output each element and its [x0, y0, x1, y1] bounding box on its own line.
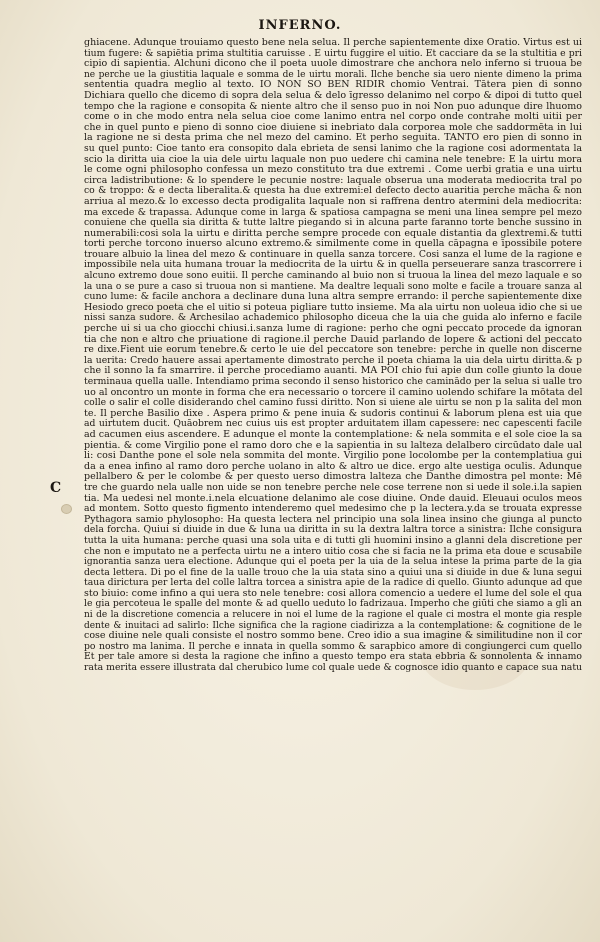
text-line: dente & inuitaci ad salirlo: Ilche significa che la ragione ciadirizza a la contemplatione: & cognitione de le [84, 620, 582, 631]
text-line: numerabili:cosi sola la uirtu e diritta perche sempre procede con equale distantia da glextremi.& tutti [84, 228, 582, 239]
text-line: come o in che modo entra nela selua cioe come lanimo entra nel corpo onde contrahe molti uitii per [84, 112, 582, 123]
text-line: tutta la uita humana: perche quasi una sola uita e di tutti gli huomini insino a glanni dela discretione per [84, 535, 582, 546]
text-line: dela forcha. Quiui si diuide in due & luna ua diritta in su la dextra laltra torce a sinistra: Ilche consigura [84, 525, 582, 536]
text-line: la una o se pure a caso si truoua non si mantiene. Ma dealtre lequali sono molte e facile a trouare sanza al [84, 281, 582, 292]
text-line: taua dirictura per lerta del colle laltra torcea a sinistra apie de la radice di quello. Giunto adunque ad que [84, 578, 582, 589]
text-line: Et per tale amore si desta la ragione che infino a questo tempo era stata ebbria & sonnolenta & innamo [84, 652, 582, 663]
commentary-text [84, 38, 582, 674]
text-line: re dixe.Fient uie eorum tenebre.& certo le uie del peccatore son tenebre: perche in quelle non discerne [84, 345, 582, 356]
text-line: ad cacumen eius ascendere. E adunque el monte la contemplatione: & nela sommita e el sole cioe la sa [84, 429, 582, 440]
text-line: co & troppo: & e decta liberalita.& questa ha due extremi:el defecto decto auaritia perche mācha & non [84, 186, 582, 197]
text-line: su quel punto: Cioe tanto era consopito dala ebrieta de sensi lanimo che la ragione cosi adormentata la [84, 143, 582, 154]
text-line: tempo che la ragione e consopita & niente altro che il senso puo in noi Non puo adunque dire lhuomo [84, 101, 582, 112]
text-line: decta lettera. Di po el fine de la ualle trouo che la uia stata sino a quiui una si diuide in due & luna segui [84, 567, 582, 578]
text-line: ad uirtutem ducit. Quāobrem nec cuius uis est propter arduitatem illam capessere: nec capescenti facile [84, 419, 582, 430]
text-line: li: cosi Danthe pone el sole nela sommita del monte. Virgilio pone locolombe per la contemplatiua gui [84, 451, 582, 462]
text-line: colle o salir el colle disiderando chel camino fussi diritto. Non si uiene ale uirtu se non p la salita del mon [84, 398, 582, 409]
text-line: scio la diritta uia cioe la uia dele uirtu laquale non puo uedere chi camina nele tenebre: E la uirtu mora [84, 154, 582, 165]
text-line: ghiacene. Adunque trouiamo questo bene nela selua. Il perche sapientemente dixe Oratio. Virtus est ui [84, 38, 582, 48]
text-line: Hesiodo greco poeta che el uitio si poteua pigliare tutto insieme. Ma ala uirtu non uoleua idio che si ue [84, 302, 582, 313]
text-line: tium fugere: & sapiētia prima stultitia caruisse . E uirtu fuggire el uitio. Et cacciare da se la stultitia e pri [84, 48, 582, 59]
text-line: impossibile nela uita humana trouar la mediocrita de la uirtu & in quella perseuerare sanza trascorrere i [84, 260, 582, 271]
text-line: alcuno extremo doue sono euitii. Il perche caminando al buio non si truoua la linea del mezo laquale e so [84, 271, 582, 282]
text-line: da a enea infino al ramo doro perche uolano in alto & altro ue dice. ergo alte uestiga oculis. Adunque [84, 461, 582, 472]
text-line: trouare albuio la linea del mezo & continuare in quella sanza torcere. Cosi sanza el lume de la ragione e [84, 249, 582, 260]
text-line: sententia quadra meglio al texto. IO NON SO BEN RIDIR chomio Ventrai. Tātera pien di sonno [84, 80, 582, 91]
text-line: uo al oncontro un monte in forma che era necessario o torcere il camino uolendo schifare la mōtata del [84, 387, 582, 398]
text-line: la uerita: Credo hauere assai apertamente dimostrato perche il poeta chiama la uia dela uirtu diritta.& p [84, 355, 582, 366]
text-line: Pythagora samio phylosopho: Ha questa lectera nel principio una sola linea insino che giunga al puncto [84, 514, 582, 525]
worm-hole [61, 504, 72, 514]
text-line: circa ladistributione: & lo spendere le pecunie nostre: laquale obserua una moderata mediocrita tral po [84, 175, 582, 186]
text-line: cose diuine nele quali consiste el nostro sommo bene. Creo idio a sua imagine & similitudine non il cor [84, 631, 582, 642]
text-line: tia. Ma uedesi nel monte.i.nela elcuatione delanimo ale cose diuine. Onde dauid. Eleuaui oculos meos [84, 493, 582, 504]
text-line: le gia percoteua le spalle del monte & ad quello ueduto lo fadrizaua. Imperho che giūti che siamo a gli an [84, 599, 582, 610]
text-line: te. Il perche Basilio dixe . Aspera primo & pene inuia & sudoris continui & laborum plena est uia que [84, 408, 582, 419]
text-line: terminaua quella ualle. Intendiamo prima secondo il senso historico che caminādo per la selua si ualle tro [84, 377, 582, 387]
text-line: pellalbero & per le colombe & per questo uerso dimostra lalteza che Danthe dimostra pel monte: Mē [84, 472, 582, 483]
text-line: nissi sanza sudore. & Archesilao achademico philosopho diceua che la uia che guida alo inferno e facile [84, 313, 582, 324]
text-line: che il sonno la fa smarrire. il perche procediamo auanti. MA POI chio fui apie dun colle giunto la doue [84, 366, 582, 377]
text-line: pientia. & come Virgilio pone el ramo doro che e la sapientia in su lalteza delalbero circūdato dale ual [84, 440, 582, 451]
text-line: che non e imputato ne a perfecta uirtu ne a intero uitio cosa che si facia ne la prima eta doue e scusabile [84, 546, 582, 557]
text-line: ad montem. Sotto questo figmento intenderemo quel medesimo che p la lectera.y.da se trouata expresse [84, 504, 582, 515]
text-line: ignorantia sanza uera electione. Adunque qui el poeta per la uia de la selua intese la prima parte de la gia [84, 557, 582, 568]
text-line: conuiene che quella sia diritta & tutte laltre piegando si in alcuna parte faranno torte benche sussino in [84, 218, 582, 229]
text-line: che in quel punto e pieno di sonno cioe diuiene si inebriato dala corporea mole che saddormēta in lui [84, 122, 582, 133]
text-line: cipio di sapientia. Alchuni dicono che il poeta uuole dimostrare che anchora nelo inferno si truoua be [84, 59, 582, 70]
text-line: rata merita essere illustrata dal cherubico lume col quale uede & cognosce idio quanto e capace sua natu [84, 663, 582, 674]
text-line: ma excede & trapassa. Adunque come in larga & spatiosa campagna se meni una linea sempre pel mezo [84, 207, 582, 218]
text-line: ne perche ue la giustitia laquale e somma de le uirtu morali. Ilche benche sia uero niente dimeno la prima [84, 69, 582, 80]
text-line: cuno lume: & facile anchora a declinare duna luna altra sempre errando: il perche sapientemente dixe [84, 292, 582, 303]
text-line: le come ogni philosopho confessa un mezo constituto tra due extremi . Come uerbi gratia e una uirtu [84, 165, 582, 176]
text-line: sto biuio: come infino a qui uera sto nele tenebre: cosi allora comencio a uedere el lume del sole el qua [84, 588, 582, 599]
marginal-letter: C [50, 480, 62, 496]
text-line: la ragione ne si desta prima che nel mezo del camino. Et perho seguita. TANTO ero pien di sonno in [84, 133, 582, 144]
text-line: torti perche torcono inuerso alcuno extremo.& similmente come in quella cāpagna e īpossibile potere [84, 239, 582, 250]
text-line: arriua al mezo.& lo excesso decta prodigalita laquale non si raffrena dentro atermini dela mediocrita: [84, 196, 582, 207]
text-line: Dichiara quello che dicemo di sopra dela selua & delo īgresso delanimo nel corpo & dipoi di tutto quel [84, 90, 582, 101]
text-line: tre che guardo nela ualle non uide se non tenebre perche nele cose terrene non si uede il sole.i.la sapien [84, 482, 582, 493]
text-line: perche ui si ua cho giocchi chiusi.i.sanza lume di ragione: perho che ogni peccato procede da ignoran [84, 324, 582, 335]
text-line: ni de la discretione comencia a relucere in noi el lume de la ragione el quale ci mostra el monte gia resple [84, 610, 582, 621]
text-line: tia che non e altro che priuatione di ragione.il perche Dauid parlando de lopere & actioni del peccato [84, 334, 582, 345]
running-head: INFERNO. [258, 18, 342, 33]
text-line: po nostro ma lanima. Il perche e innata in quella sommo & sarapbico amore di congiungerci cum quello [84, 641, 582, 652]
